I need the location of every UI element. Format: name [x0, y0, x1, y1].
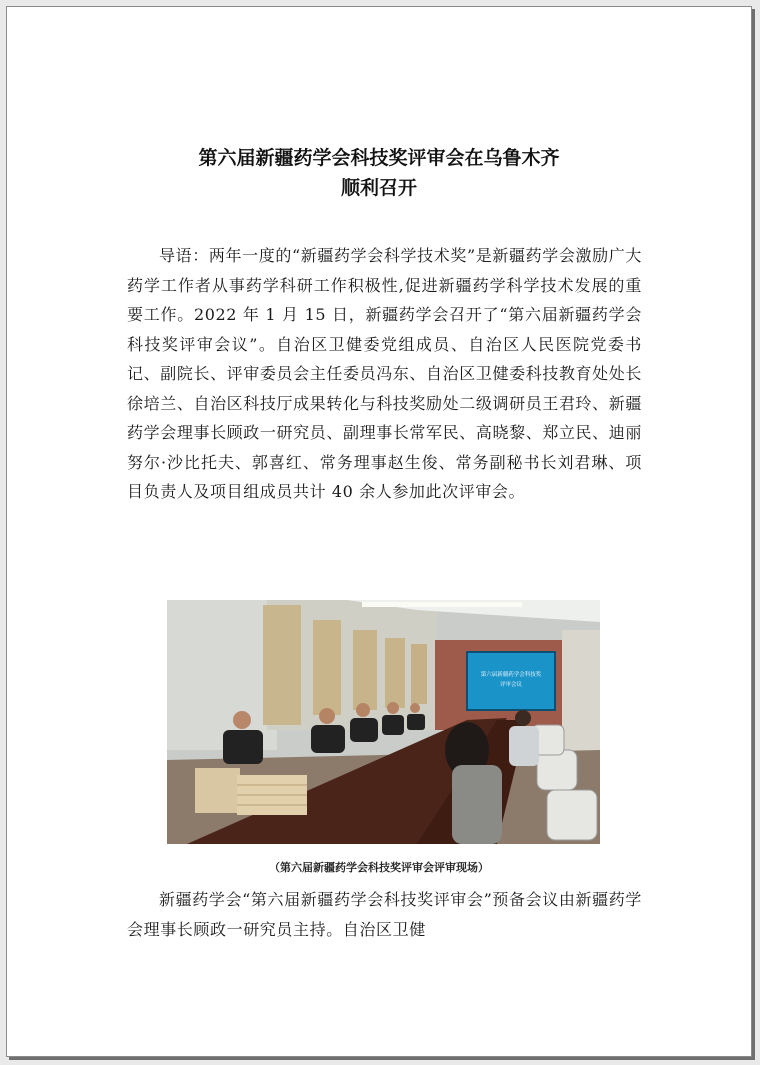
body-paragraph: 新疆药学会“第六届新疆药学会科技奖评审会”预备会议由新疆药学会理事长顾政一研究员主持。自治区卫健	[127, 890, 642, 939]
screen-text-2: 评审会议	[499, 682, 523, 688]
title-line-2: 顺利召开	[340, 177, 417, 199]
title-line-1: 第六届新疆药学会科技奖评审会在乌鲁木齐	[198, 147, 560, 169]
photo-caption: （第六届新疆药学会科技奖评审会评审现场）	[269, 861, 489, 874]
projection-screen	[467, 652, 555, 710]
screen-text-1: 第六届新疆药学会科技奖	[480, 672, 542, 678]
page-title	[7, 143, 751, 203]
document-page	[6, 6, 752, 1057]
meeting-photo	[167, 600, 600, 844]
intro-paragraph: 导语：两年一度的“新疆药学会科学技术奖”是新疆药学会激励广大药学工作者从事药学科研工作积极性,促进新疆药学科学技术发展的重要工作。2022 年 1 月 15 日，新疆药学会召开了“第六届新疆药学会科技奖评审会议”。自治区卫健委党组成员、自治区人民医院党委书记、副院长、评审委员会主任委员冯东、自治区卫健委科技教育处处长徐培兰、自治区科技厅成果转化与科技奖励处二级调研员王君玲、新疆药学会理事长顾政一研究员、副理事长常军民、高晓黎、郑立民、迪丽努尔·沙比托夫、郭喜红、常务理事赵生俊、常务副秘书长刘君琳、项目负责人及项目组成员共计 40 余人参加此次评审会。	[127, 246, 642, 501]
